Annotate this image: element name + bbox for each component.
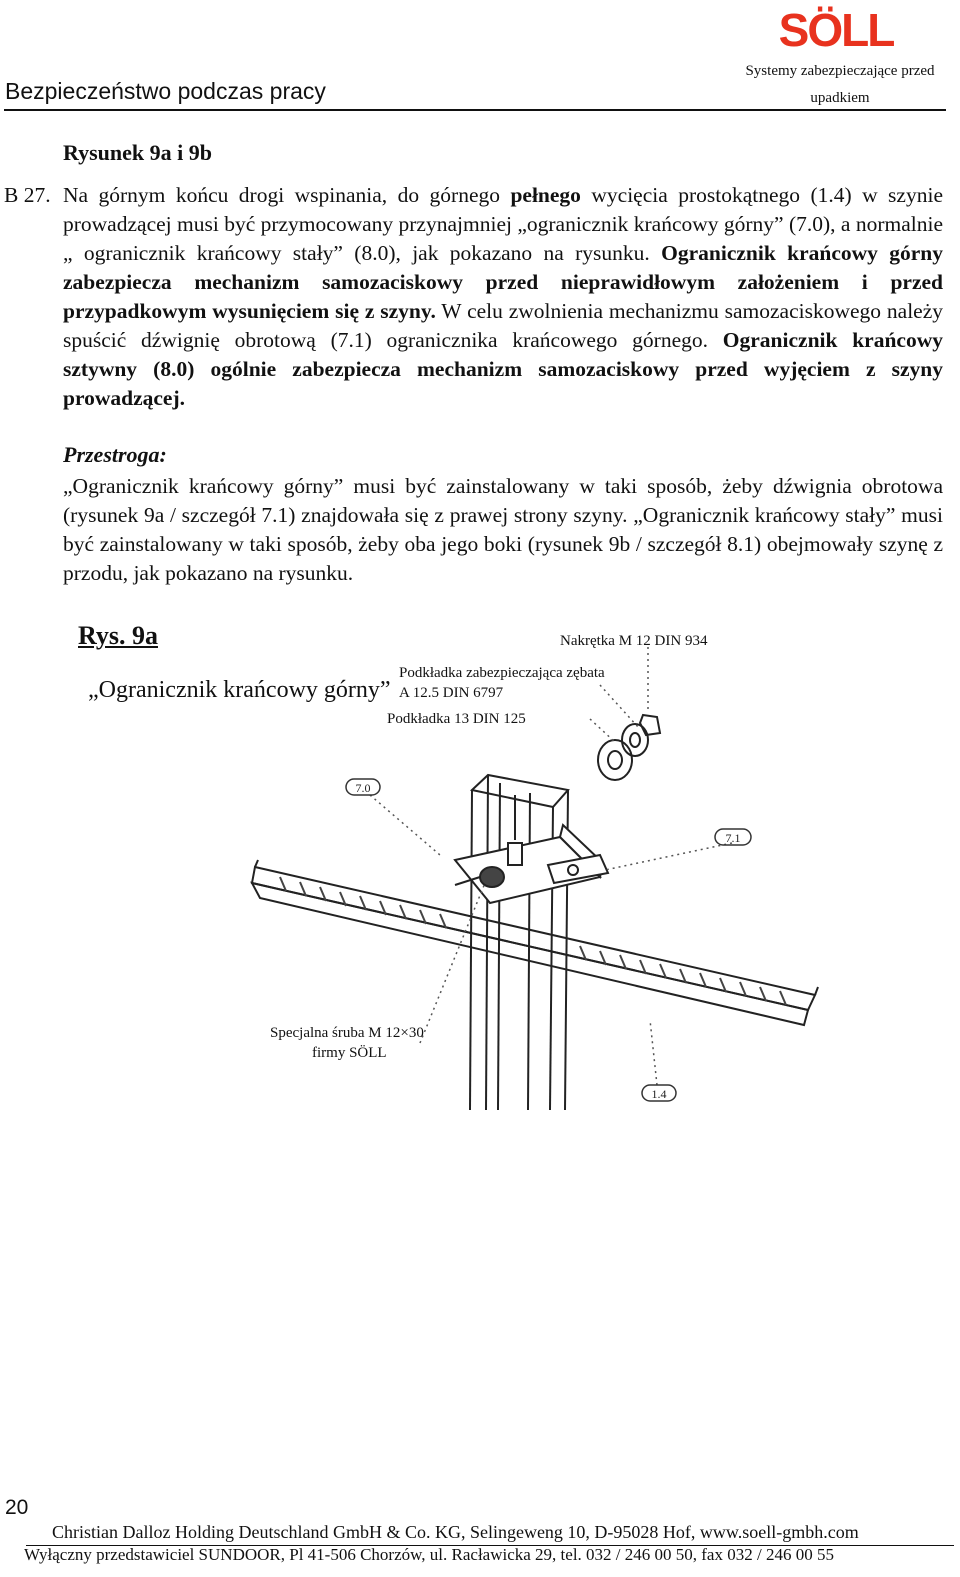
- svg-text:SÖLL: SÖLL: [778, 4, 894, 56]
- callout-7-1: 7.1: [725, 831, 741, 845]
- b27-bold-1: pełnego: [510, 183, 581, 207]
- section-heading: Rysunek 9a i 9b: [63, 140, 212, 165]
- caution-title: Przestroga:: [63, 442, 167, 467]
- guide-rail: [470, 775, 568, 1110]
- callout-7-0: 7.0: [355, 781, 371, 795]
- footer-company: Christian Dalloz Holding Deutschland GmbH & Co. KG, Selingeweng 10, D-95028 Hof, www.soell-gmbh.com: [52, 1522, 859, 1542]
- label-washer: Podkładka 13 DIN 125: [387, 711, 526, 727]
- label-lock-washer-line1: Podkładka zabezpieczająca zębata: [399, 665, 605, 681]
- label-special-screw-line1: Specjalna śruba M 12×30: [270, 1025, 424, 1041]
- footer-representative: Wyłączny przedstawiciel SUNDOOR, Pl 41-506 Chorzów, ul. Racławicka 29, tel. 032 / 246 00 50, fax 032 / 246 00 55: [24, 1545, 834, 1564]
- paragraph-label: B 27.: [4, 183, 51, 207]
- figure-subtitle: „Ogranicznik krańcowy górny”: [88, 677, 391, 703]
- figure-9a: [60, 615, 780, 1115]
- b27-text-1: Na górnym końcu drogi wspinania, do górnego: [63, 183, 511, 207]
- b27-bold-3: Ogranicznik krańcowy sztywny (8.0) ogólnie zabezpiecza mechanizm samozaciskowy przed wyjęciem z szyny prowadzącej.: [63, 328, 943, 410]
- header-divider: [4, 109, 946, 111]
- label-lock-washer-line2: A 12.5 DIN 6797: [399, 685, 504, 701]
- rail-slots: [280, 877, 786, 1005]
- page-number: 20: [5, 1496, 29, 1519]
- caution-text: „Ogranicznik krańcowy górny” musi być zainstalowany w taki sposób, żeby dźwignia obrotowa (rysunek 9a / szczegół 7.1) znajdowała się z prawej strony szyny. „Ogranicznik krańcowy stały” musi być zainstalowany w taki sposób, żeby oba jego boki (rysunek 9b / szczegół 8.1) obejmowały szynę z przodu, jak pokazano na rysunku.: [63, 474, 943, 585]
- b27-text-2: wycięcia prostokątnego (1.4) w szynie prowadzącej musi być przymocowany przynajmniej „ogranicznik krańcowy górny” (7.0), a normalnie „ ogranicznik krańcowy stały” (8.0), jak pokazano na rysunku.: [63, 183, 943, 265]
- paragraph-b27: [4, 181, 944, 413]
- nut-assembly: [598, 715, 660, 780]
- header-tagline: [724, 58, 956, 112]
- callout-1-4: 1.4: [651, 1087, 667, 1101]
- tagline-line2: upadkiem: [810, 90, 870, 106]
- b27-text-3: W celu zwolnienia mechanizmu samozaciskowego należy spuścić dźwignię obrotową (7.1) ogranicznika krańcowego górnego.: [63, 299, 944, 352]
- header-title: Bezpieczeństwo podczas pracy: [5, 78, 326, 104]
- label-special-screw-line2: firmy SÖLL: [312, 1045, 387, 1061]
- label-nut: Nakrętka M 12 DIN 934: [560, 633, 708, 649]
- tagline-line1: Systemy zabezpieczające przed: [745, 63, 935, 79]
- figure-title: Rys. 9a: [78, 621, 158, 650]
- b27-bold-2: Ogranicznik krańcowy górny zabezpiecza mechanizm samozaciskowy przed nieprawidłowym założeniem i przed przypadkowym wysunięciem się z szyny.: [63, 241, 943, 323]
- soll-logo: [778, 4, 894, 56]
